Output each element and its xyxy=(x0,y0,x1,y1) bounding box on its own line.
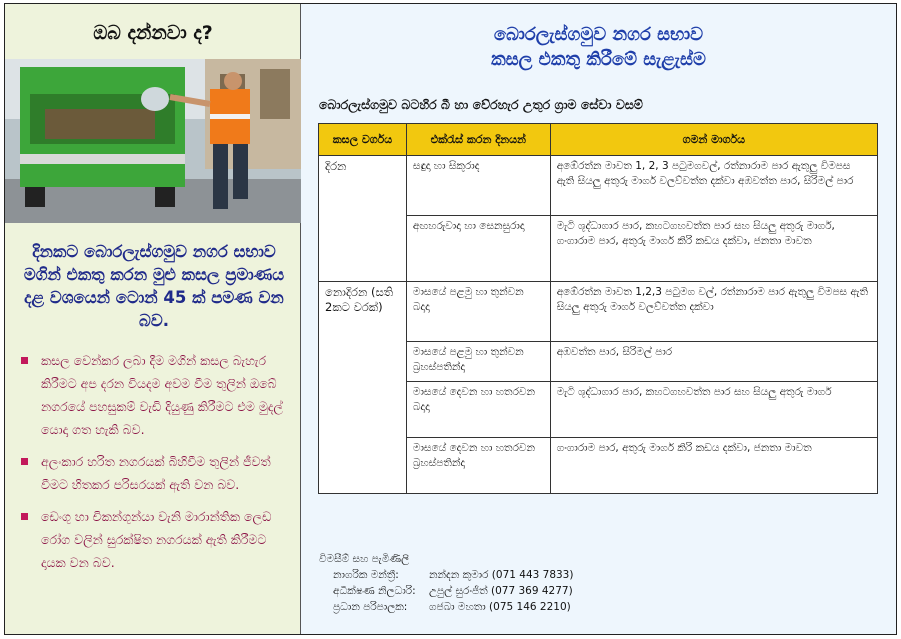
days-cell: සඳුදා හා සිකුරාද xyxy=(406,156,550,216)
did-you-know-heading: ඔබ දන්නවා ද? xyxy=(93,22,213,44)
contact-info: ගජබා මහතා (075 146 2210) xyxy=(429,601,571,613)
contact-entry xyxy=(319,599,573,615)
header-waste-type: කසල වර්ගය xyxy=(319,124,407,156)
contact-info: උපුල් සුරංජිත් (077 369 4277) xyxy=(429,585,573,597)
table-row xyxy=(319,282,878,342)
contact-role: අධීක්ෂණ නිලධාරි: xyxy=(333,585,416,597)
route-cell: අඹේරත්න මාවත 1,2,3 පටුමග වල්, රත්නාරාම පාර ඇතුලු විමපස ඇති සියලු අතුරු මාර්ග වලව්වත්ත දක්වා xyxy=(550,282,877,342)
bullet-square-icon xyxy=(21,513,28,520)
bullet-square-icon xyxy=(21,458,28,465)
benefit-item: ඩෙංගු හා චිකන්ගුන්යා වැනි මාරාන්තික ලෙඩ රෝග වලින් සුරක්ෂිත නගරයක් ඇති කිරීමට දායක වන බව. xyxy=(19,505,295,574)
days-cell: අඟහරුවාදා හා සෙනසුරාදා xyxy=(406,216,550,282)
benefit-item: කසල වෙන්කර ලබා දීම මගින් කසල බැහැර කිරීමට අප දරන වියදම අවම වීම තුලින් ඔබේ නගරයේ පහසුකම් වැඩි දියුණු කිරීමට එම මුදල් යොදා ගත හැකි බව. xyxy=(19,349,295,441)
route-cell: අඹේරත්න මාවත 1, 2, 3 පටුමගවල්, රත්නාරාම පාර ඇතුලු විමපස ඇති සියලු අතුරු මාර්ග වලව්වත්ත දක්වා අඹවත්ත පාර, සිරිමල් පාර xyxy=(550,156,877,216)
days-cell: මාසයේ පළමු හා තුන්වන බදාදා xyxy=(406,282,550,342)
contact-role: ප්‍රධාන පරිපාලක: xyxy=(333,601,408,613)
benefit-item: අලංකාර හරිත නගරයක් බිහිවීම තුලින් ජීවත් වීමට හිතකර පරිසරයක් ඇති වන බව. xyxy=(19,450,295,496)
route-cell: ගංගාරාම පාර, අතුරු මාර්ග කිරි කඩය දක්වා, ජනතා මාවත xyxy=(550,438,877,494)
route-cell: අඹවත්ත පාර, සිරිමල් පාර xyxy=(550,342,877,382)
area-subtitle: බොරලැස්ගමුව බටහිර බී හා වේරහැර උතුර ග්‍රාම සේවා වසම් xyxy=(319,97,643,112)
header-collection-days: එක්රැස් කරන දිනයන් xyxy=(406,124,550,156)
table-row xyxy=(319,156,878,216)
days-cell: මාසයේ දෙවන හා හතරවන බදාදා xyxy=(406,382,550,438)
daily-waste-fact: දිනකට බොරලැස්ගමුව නගර සභාව මගින් එකතු කරන මුළු කසල ප්‍රමාණය දළ වශයෙන් ටොන් 45 ක් පමණ වන බව. xyxy=(23,242,285,330)
collection-schedule-table xyxy=(318,123,878,494)
garbage-truck-photo xyxy=(5,59,301,223)
contact-info: නන්දන කුමාර (071 443 7833) xyxy=(429,569,574,581)
route-cell: මැටි ශුද්ධාගාර පාර, කහටගහවත්ත පාර සහ සියලු අතුරු මාර්ග xyxy=(550,382,877,438)
schedule-panel xyxy=(301,4,896,634)
days-cell: මාසයේ පළමු හා තුන්වන බ්‍රහස්පතින්දා xyxy=(406,342,550,382)
category-cell: නොදිරන (සති 2කට වරක්) xyxy=(319,282,407,494)
category-cell: දිරන xyxy=(319,156,407,282)
benefits-list xyxy=(19,349,295,583)
bullet-square-icon xyxy=(21,357,28,364)
table-header-row xyxy=(319,124,878,156)
contact-section xyxy=(319,551,573,615)
info-panel xyxy=(5,4,301,634)
days-cell: මාසයේ දෙවන හා හතරවන බ්‍රහස්පතින්දා xyxy=(406,438,550,494)
contact-role: නාගරික මන්ත්‍රී: xyxy=(333,569,399,581)
page-title: බොරලැස්ගමුව නගර සභාව කසල එකතු කිරීමේ සැළැස්ම xyxy=(491,24,706,70)
header-route: ගමන් මාර්ගය xyxy=(550,124,877,156)
contact-entry xyxy=(319,567,573,583)
route-cell: මැටි ශුද්ධාගාර පාර, කහටගහවත්ත පාර සහ සියලු අතුරු මාර්ග, ගංගාරාම පාර, අතුරු මාර්ග කිරි කඩය දක්වා, ජනතා මාවත xyxy=(550,216,877,282)
contact-heading: විමසීම් සහ පැමිණිලි xyxy=(319,553,410,565)
contact-entry xyxy=(319,583,573,599)
